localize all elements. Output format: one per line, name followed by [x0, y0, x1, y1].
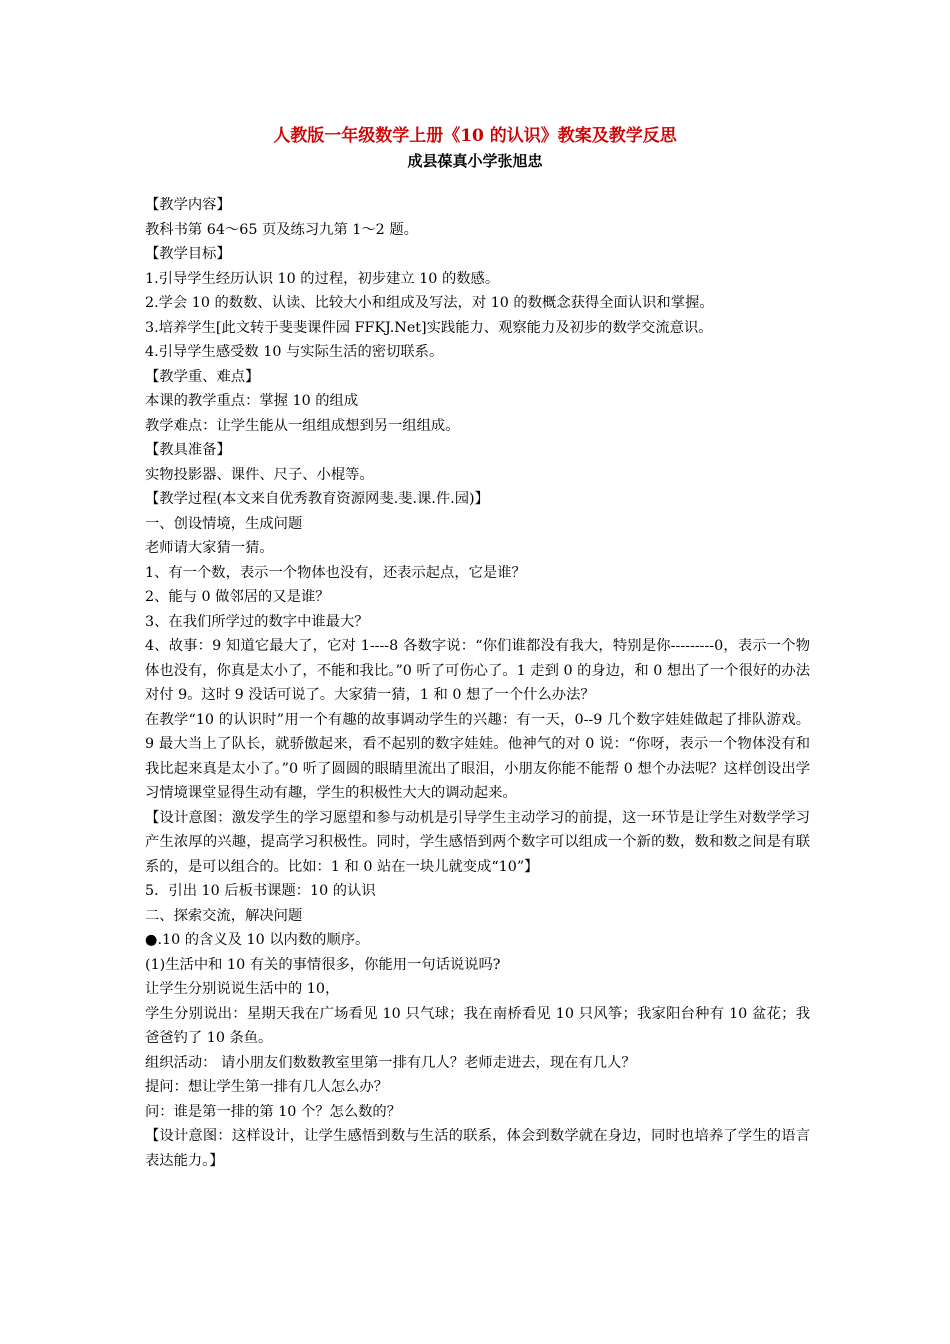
paragraph: 学生分别说出：星期天我在广场看见 10 只气球；我在南桥看见 10 只风筝；我家阳台种有 10 盆花；我爸爸钓了 10 条鱼。 [145, 1005, 810, 1046]
section-heading-materials: 【教具准备】 [145, 442, 231, 458]
paragraph: 2、能与 0 做邻居的又是谁？ [145, 589, 330, 605]
paragraph: 二、探索交流，解决问题 [145, 907, 303, 924]
paragraph: 2.学会 10 的数数、认读、比较大小和组成及写法，对 10 的数概念获得全面认识和掌握。 [145, 295, 714, 311]
paragraph: 实物投影器、课件、尺子、小棍等。 [145, 466, 374, 483]
paragraph-story: 4、故事：9 知道它最大了，它对 1----8 各数字说：“你们谁都没有我大，特别是你---------0，表示一个物体也没有，你真是太小了，不能和我比。”0 听了可伤心了。1 走到 0 的身边，和 0 想出了一个很好的办法对付 9。这时 9 没话可说了。大家猜一猜，1 和 0 想了一个什么办法？ [145, 638, 810, 703]
paragraph: 教学难点：让学生能从一组组成想到另一组组成。 [145, 417, 460, 434]
paragraph: 组织活动： 请小朋友们数数教室里第一排有几人？老师走进去，现在有几人？ [145, 1054, 636, 1071]
paragraph: 本课的教学重点：掌握 10 的组成 [145, 393, 359, 409]
section-heading-process: 【教学过程(本文来自优秀教育资源网斐.斐.课.件.园)】 [145, 491, 489, 507]
paragraph: 4.引导学生感受数 10 与实际生活的密切联系。 [145, 344, 444, 360]
paragraph: 让学生分别说说生活中的 10， [145, 981, 340, 997]
document-author: 成县葆真小学张旭忠 [407, 152, 543, 170]
paragraph: 1、有一个数，表示一个物体也没有，还表示起点，它是谁？ [145, 564, 526, 581]
design-intent-note: 【设计意图：这样设计，让学生感悟到数与生活的联系，体会到数学就在身边，同时也培养了学生的语言表达能力。】 [145, 1128, 810, 1169]
paragraph: (1)生活中和 10 有关的事情很多，你能用一句话说说吗? [145, 956, 501, 973]
paragraph-teaching-story: 在教学“10 的认识时”用一个有趣的故事调动学生的兴趣：有一天，0--9 几个数字娃娃做起了排队游戏。9 最大当上了队长，就骄傲起来，看不起别的数字娃娃。他神气的对 0 说：“你呀，表示一个物体没有和我比起来真是太小了。”0 听了圆圆的眼睛里流出了眼泪，小朋友你能不能帮 0 想个办法呢？这样创设出学习情境课堂显得生动有趣，学生的积极性大大的调动起来。 [145, 711, 810, 801]
paragraph: 问：谁是第一排的第 10 个？怎么数的？ [145, 1103, 402, 1120]
paragraph: 提问：想让学生第一排有几人怎么办？ [145, 1079, 389, 1095]
section-heading-keypoints: 【教学重、难点】 [145, 368, 260, 385]
paragraph: ●.10 的含义及 10 以内数的顺序。 [145, 932, 370, 948]
paragraph: 3.培养学生[此文转于斐斐课件园 FFKJ.Net]实践能力、观察能力及初步的数学交流意识。 [145, 319, 713, 336]
paragraph: 教科书第 64～65 页及练习九第 1～2 题。 [145, 221, 418, 238]
document-title: 人教版一年级数学上册《10 的认识》教案及教学反思 [273, 126, 677, 146]
design-intent-note: 【设计意图：激发学生的学习愿望和参与动机是引导学生主动学习的前提，这一环节是让学生对数学学习产生浓厚的兴趣，提高学习积极性。同时，学生感悟到两个数字可以组成一个新的数，数和数之间是有联系的，是可以组合的。比如：1 和 0 站在一块儿就变成“10”】 [145, 809, 810, 875]
section-heading-goals: 【教学目标】 [145, 246, 231, 262]
paragraph: 3、在我们所学过的数字中谁最大？ [145, 613, 369, 630]
section-heading-content: 【教学内容】 [145, 197, 231, 213]
paragraph: 5．引出 10 后板书课题：10 的认识 [145, 883, 376, 899]
document-body [145, 193, 810, 1173]
paragraph: 一、创设情境，生成问题 [145, 515, 303, 532]
paragraph: 老师请大家猜一猜。 [145, 540, 274, 556]
paragraph: 1.引导学生经历认识 10 的过程，初步建立 10 的数感。 [145, 270, 500, 287]
